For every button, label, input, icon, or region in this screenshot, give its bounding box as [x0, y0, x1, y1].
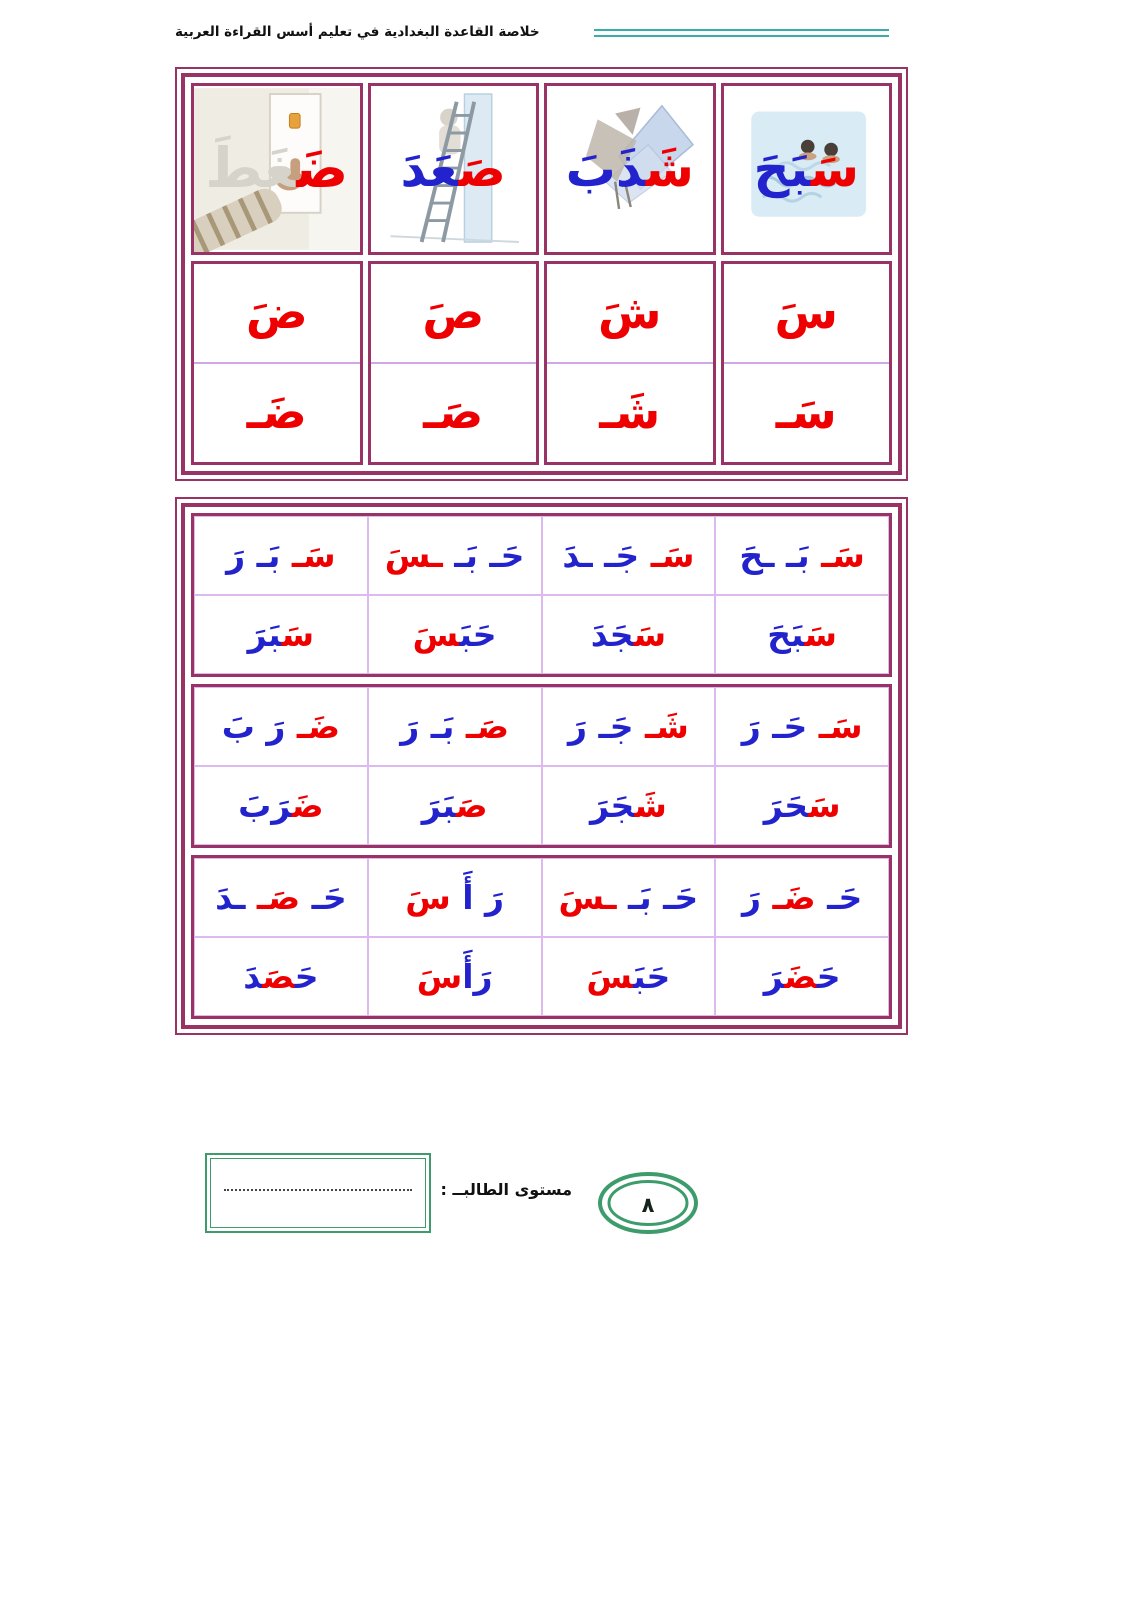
student-level-box	[205, 1153, 431, 1233]
word-cell: صَ‍‍بَرَ	[368, 766, 542, 845]
word-cell: حَبَ‍‍سَ	[368, 595, 542, 674]
page-number-oval	[597, 1170, 699, 1236]
spelled-cell: حَـ ضَـ رَ	[715, 858, 889, 937]
student-level-write-line	[224, 1189, 412, 1191]
spelled-cell: سَـ بَـ رَ	[194, 516, 368, 595]
word-cell: حَبَ‍‍سَ	[542, 937, 716, 1016]
word-cell: سَ‍‍حَرَ	[715, 766, 889, 845]
word-cell: سَ‍‍بَرَ	[194, 595, 368, 674]
word-cell: حَ‍‍ضَ‍‍رَ	[715, 937, 889, 1016]
spelled-cell: صَـ بَـ رَ	[368, 687, 542, 766]
spelled-cell: سَـ بَـ ـحَ	[715, 516, 889, 595]
drill-group-1	[191, 513, 892, 677]
word-cell: حَ‍‍صَ‍‍دَ	[194, 937, 368, 1016]
letters-row	[191, 261, 892, 465]
initial-letter-dad: ضَـ	[246, 385, 307, 440]
word-cell: شَ‍‍جَرَ	[542, 766, 716, 845]
picture-word-dhaghata: ضَ‍ ‍غَطَ	[205, 136, 349, 201]
spelled-cell: حَـ صَـ ـدَ	[194, 858, 368, 937]
spelled-cell: حَـ بَـ ـسَ	[542, 858, 716, 937]
picture-word-saada: صَ‍ ‍عَدَ	[400, 139, 506, 198]
isolated-letter-sheen: شَ	[547, 264, 713, 364]
drill-group-3	[191, 855, 892, 1019]
drill-group-2	[191, 684, 892, 848]
initial-letter-seen: سَـ	[775, 385, 837, 440]
picture-row	[191, 83, 892, 255]
spelled-cell: رَ أَ سَ	[368, 858, 542, 937]
spelled-cell: شَـ جَـ رَ	[542, 687, 716, 766]
picture-letter-table	[175, 67, 908, 481]
word-cell: سَ‍‍جَدَ	[542, 595, 716, 674]
letter-column-dad	[191, 261, 363, 465]
word-drill-table-inner	[181, 503, 902, 1029]
picture-word-sabaha: سَ‍ ‍بَحَ	[753, 139, 860, 198]
word-cell: سَ‍‍بَحَ	[715, 595, 889, 674]
letter-column-seen	[721, 261, 893, 465]
word-cell: ضَ‍‍رَبَ	[194, 766, 368, 845]
picture-cell-pressing	[191, 83, 363, 255]
word-cell: رَأَسَ	[368, 937, 542, 1016]
isolated-letter-sad: صَ	[371, 264, 537, 364]
page-number: ٨	[641, 1193, 655, 1217]
initial-letter-sad: صَـ	[423, 385, 484, 440]
spelled-cell: ضَـ رَ بَ	[194, 687, 368, 766]
word-drill-table	[175, 497, 908, 1035]
spelled-cell: سَـ حَـ رَ	[715, 687, 889, 766]
picture-word-shadhaba: شَ‍ ‍ذَبَ	[565, 139, 694, 198]
isolated-letter-dad: ضَ	[194, 264, 360, 364]
student-level-label: مستوى الطالبــ :	[440, 1180, 572, 1199]
letter-column-sad	[368, 261, 540, 465]
initial-letter-sheen: شَـ	[599, 385, 661, 440]
picture-letter-table-inner	[181, 73, 902, 475]
spelled-cell: حَـ بَـ ـسَ	[368, 516, 542, 595]
spelled-cell: سَـ جَـ ـدَ	[542, 516, 716, 595]
student-level-box-inner	[210, 1158, 426, 1228]
isolated-letter-seen: سَ	[724, 264, 890, 364]
picture-cell-pruning	[544, 83, 716, 255]
header-divider-rule	[594, 29, 889, 37]
page-title: خلاصة القاعدة البغدادية في تعليم أسس القراءة العربية	[175, 24, 540, 40]
letter-column-sheen	[544, 261, 716, 465]
picture-cell-climbing	[368, 83, 540, 255]
picture-cell-swimming	[721, 83, 893, 255]
